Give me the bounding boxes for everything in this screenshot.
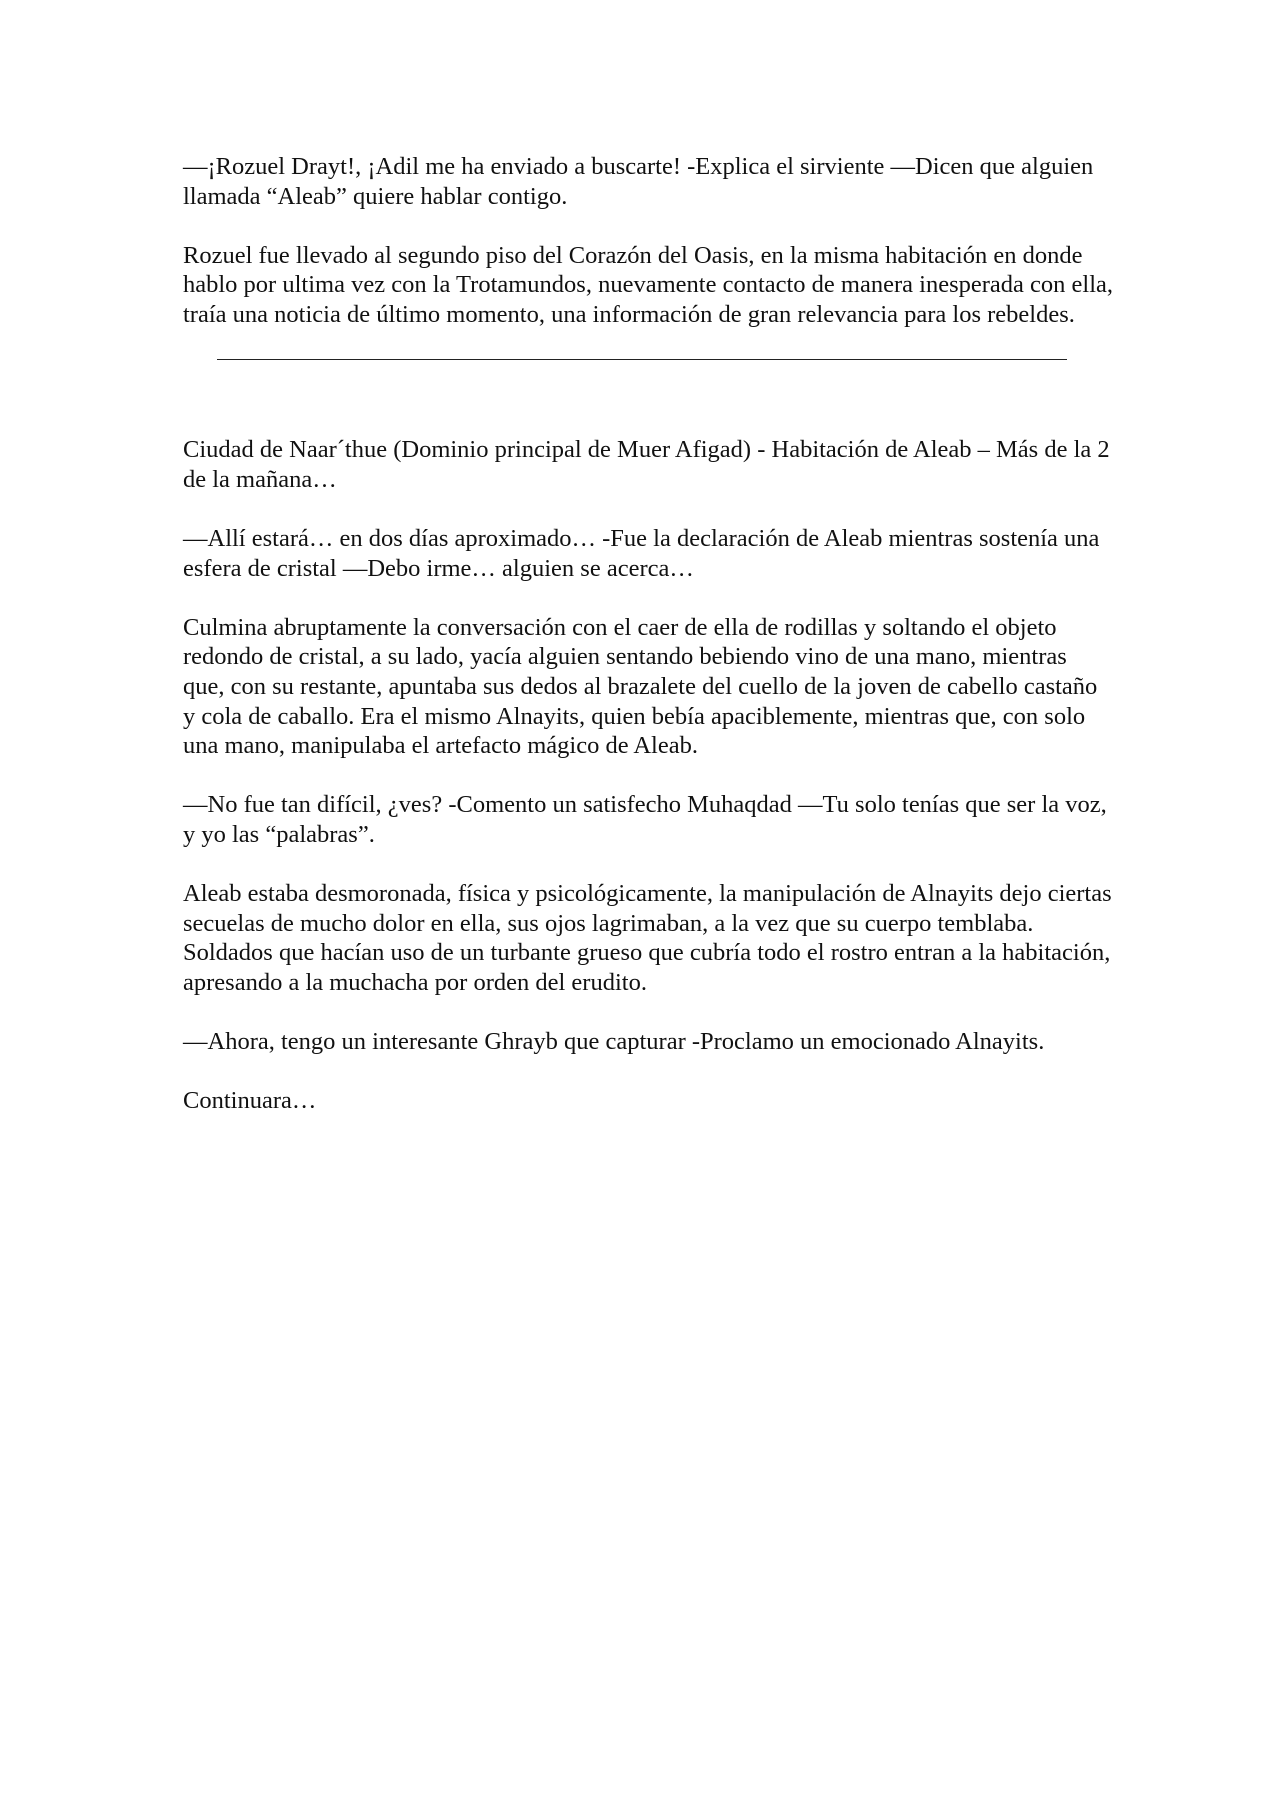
paragraph: —No fue tan difícil, ¿ves? -Comento un satisfecho Muhaqdad —Tu solo tenías que ser la voz, y yo las “palabras”. xyxy=(183,791,1107,848)
document-body xyxy=(183,152,1113,1145)
paragraph: Culmina abruptamente la conversación con el caer de ella de rodillas y soltando el objeto redondo de cristal, a su lado, yacía alguien sentando bebiendo vino de una mano, mientras que, con su restante, apuntaba sus dedos al brazalete del cuello de la joven de cabello castaño y cola de caballo. Era el mismo Alnayits, quien bebía apaciblemente, mientras que, con solo una mano, manipulaba el artefacto mágico de Aleab. xyxy=(183,613,1098,760)
paragraph: Aleab estaba desmoronada, física y psicológicamente, la manipulación de Alnayits dejo ciertas secuelas de mucho dolor en ella, sus ojos lagrimaban, a la vez que su cuerpo temblaba. Soldados que hacían uso de un turbante grueso que cubría todo el rostro entran a la habitación, apresando a la muchacha por orden del erudito. xyxy=(183,880,1112,996)
paragraph: —¡Rozuel Drayt!, ¡Adil me ha enviado a buscarte! -Explica el sirviente —Dicen que alguien llamada “Aleab” quiere hablar contigo. xyxy=(183,153,1094,210)
closing-line: Continuara… xyxy=(183,1087,317,1115)
paragraph: —Ahora, tengo un interesante Ghrayb que capturar -Proclamo un emocionado Alnayits. xyxy=(183,1028,1045,1056)
paragraph: Rozuel fue llevado al segundo piso del Corazón del Oasis, en la misma habitación en donde hablo por ultima vez con la Trotamundos, nuevamente contacto de manera inesperada con ella, traía una noticia de último momento, una información de gran relevancia para los rebeldes. xyxy=(183,241,1114,328)
scene-heading: Ciudad de Naar´thue (Dominio principal de Muer Afigad) - Habitación de Aleab – Más de la 2 de la mañana… xyxy=(183,436,1110,493)
section-divider xyxy=(217,359,1067,360)
paragraph: —Allí estará… en dos días aproximado… -Fue la declaración de Aleab mientras sostenía una esfera de cristal —Debo irme… alguien se acerca… xyxy=(183,524,1100,582)
section-divider-wrap xyxy=(183,359,1113,419)
